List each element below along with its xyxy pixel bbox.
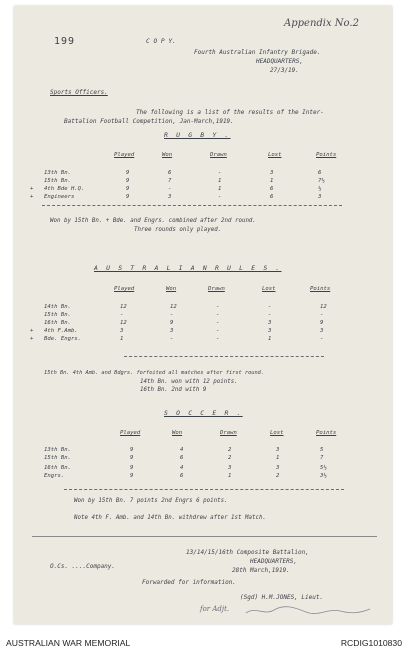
lost-value: 3 bbox=[268, 320, 272, 326]
document-page bbox=[14, 6, 392, 624]
aussie-col-won: Won bbox=[166, 286, 177, 292]
drawn-value: - bbox=[216, 304, 220, 310]
played-value: 9 bbox=[126, 194, 130, 200]
played-value: 12 bbox=[120, 304, 127, 310]
played-value: 9 bbox=[130, 455, 134, 461]
won-value: - bbox=[170, 312, 174, 318]
forward-date: 28th March,1919. bbox=[232, 567, 290, 574]
drawn-value: - bbox=[216, 312, 220, 318]
aussie-rules-heading: A U S T R A L I A N R U L E S . bbox=[94, 264, 282, 272]
row-mark: + bbox=[30, 328, 34, 334]
won-value: 6 bbox=[180, 455, 184, 461]
intro-line-1: The following is a list of the results of the Inter- bbox=[136, 109, 324, 116]
aussie-col-points: Points bbox=[310, 286, 331, 292]
rugby-col-drawn: Drawn bbox=[210, 152, 227, 158]
drawn-value: 2 bbox=[228, 455, 232, 461]
lost-value: 6 bbox=[270, 186, 274, 192]
soccer-note-1: Won by 15th Bn. 7 points 2nd Engrs 6 points. bbox=[74, 498, 228, 504]
played-value: - bbox=[120, 312, 124, 318]
team-name: 14th Bn. bbox=[44, 304, 71, 310]
rugby-col-won: Won bbox=[162, 152, 173, 158]
header-hq: HEADQUARTERS, bbox=[256, 58, 303, 65]
rugby-col-lost: Lost bbox=[268, 152, 282, 158]
won-value: 4 bbox=[180, 465, 184, 471]
forward-unit: 13/14/15/16th Composite Battalion, bbox=[186, 549, 309, 556]
lost-value: 3 bbox=[270, 170, 274, 176]
team-name: 13th Bn. bbox=[44, 170, 71, 176]
points-value: 3 bbox=[320, 328, 324, 334]
lost-value: 6 bbox=[270, 194, 274, 200]
played-value: 9 bbox=[130, 465, 134, 471]
soccer-col-won: Won bbox=[172, 430, 183, 436]
soccer-note-2: Note 4th F. Amb. and 14th Bn. withdrew after 1st Match. bbox=[74, 515, 266, 521]
credit-bar bbox=[0, 634, 408, 654]
appendix-annotation: Appendix No.2 bbox=[284, 18, 359, 29]
aussie-note-1: 15th Bn. 4th Amb. and Bdgrs. forfeited all matches after first round. bbox=[44, 370, 265, 376]
team-name: 15th Bn. bbox=[44, 455, 71, 461]
rugby-col-points: Points bbox=[316, 152, 337, 158]
points-value: - bbox=[320, 336, 324, 342]
lost-value: 3 bbox=[268, 328, 272, 334]
drawn-value: 1 bbox=[228, 473, 232, 479]
soccer-heading: S O C C E R . bbox=[164, 409, 243, 417]
row-mark: + bbox=[30, 186, 34, 192]
won-value: 9 bbox=[170, 320, 174, 326]
drawn-value: - bbox=[218, 170, 222, 176]
rugby-heading: R U G B Y . bbox=[164, 131, 231, 139]
points-value: - bbox=[320, 312, 324, 318]
points-value: 3½ bbox=[320, 473, 327, 479]
team-name: 16th Bn. bbox=[44, 320, 71, 326]
copy-heading: C O P Y. bbox=[146, 38, 176, 45]
rugby-note-2: Three rounds only played. bbox=[134, 227, 222, 233]
team-name: 4th F.Amb. bbox=[44, 328, 78, 334]
addressee: O.Cs. ....Company. bbox=[50, 563, 116, 570]
lost-value: 1 bbox=[276, 455, 280, 461]
team-name: Engineers bbox=[44, 194, 75, 200]
handwritten-signature-scribble bbox=[244, 604, 374, 618]
points-value: 6 bbox=[318, 170, 322, 176]
points-value: 7½ bbox=[318, 178, 325, 184]
points-value: 5 bbox=[320, 447, 324, 453]
archive-credit: AUSTRALIAN WAR MEMORIAL bbox=[6, 638, 131, 648]
lost-value: - bbox=[268, 304, 272, 310]
lost-value: 3 bbox=[276, 447, 280, 453]
divider-line bbox=[124, 356, 324, 357]
played-value: 9 bbox=[126, 170, 130, 176]
lost-value: 2 bbox=[276, 473, 280, 479]
aussie-col-lost: Lost bbox=[262, 286, 276, 292]
played-value: 9 bbox=[130, 447, 134, 453]
folio-number: 199 bbox=[54, 36, 76, 47]
team-name: Engrs. bbox=[44, 473, 65, 479]
drawn-value: - bbox=[216, 336, 220, 342]
soccer-col-played: Played bbox=[120, 430, 141, 436]
header-unit: Fourth Australian Infantry Brigade. bbox=[194, 49, 321, 56]
drawn-value: 1 bbox=[218, 178, 222, 184]
forwarded-line: Forwarded for information. bbox=[142, 579, 236, 586]
points-value: 9 bbox=[320, 320, 324, 326]
aussie-note-3: 16th Bn. 2nd with 9 bbox=[140, 387, 207, 393]
header-date: 27/3/19. bbox=[270, 67, 299, 74]
team-name: 4th Bde H.Q. bbox=[44, 186, 85, 192]
lost-value: 1 bbox=[268, 336, 272, 342]
points-value: 3 bbox=[318, 194, 322, 200]
won-value: 7 bbox=[168, 178, 172, 184]
lost-value: - bbox=[268, 312, 272, 318]
won-value: 6 bbox=[168, 170, 172, 176]
aussie-note-2: 14th Bn. won with 12 points. bbox=[140, 379, 238, 385]
soccer-col-drawn: Drawn bbox=[220, 430, 237, 436]
points-value: 12 bbox=[320, 304, 327, 310]
team-name: 15th Bn. bbox=[44, 178, 71, 184]
team-name: 16th Bn. bbox=[44, 465, 71, 471]
for-adjutant-signature: for Adjt. bbox=[200, 605, 230, 613]
forward-hq: HEADQUARTERS, bbox=[250, 558, 297, 565]
row-mark: + bbox=[30, 194, 34, 200]
won-value: - bbox=[168, 186, 172, 192]
drawn-value: - bbox=[216, 320, 220, 326]
played-value: 12 bbox=[120, 320, 127, 326]
played-value: 9 bbox=[126, 178, 130, 184]
lost-value: 1 bbox=[270, 178, 274, 184]
rugby-note-1: Won by 15th Bn. + Bde. and Engrs. combined after 2nd round. bbox=[50, 218, 256, 224]
aussie-col-played: Played bbox=[114, 286, 135, 292]
played-value: 9 bbox=[126, 186, 130, 192]
soccer-col-lost: Lost bbox=[270, 430, 284, 436]
row-mark: + bbox=[30, 336, 34, 342]
points-value: 7 bbox=[320, 455, 324, 461]
won-value: 12 bbox=[170, 304, 177, 310]
points-value: ½ bbox=[318, 186, 322, 192]
drawn-value: 1 bbox=[218, 186, 222, 192]
team-name: 15th Bn. bbox=[44, 312, 71, 318]
divider-line bbox=[42, 205, 342, 206]
rugby-col-played: Played bbox=[114, 152, 135, 158]
won-value: 3 bbox=[168, 194, 172, 200]
points-value: 5½ bbox=[320, 465, 327, 471]
item-id: RCDIG1010830 bbox=[340, 638, 402, 648]
drawn-value: 3 bbox=[228, 465, 232, 471]
drawn-value: - bbox=[218, 194, 222, 200]
played-value: 9 bbox=[130, 473, 134, 479]
lost-value: 3 bbox=[276, 465, 280, 471]
team-name: 13th Bn. bbox=[44, 447, 71, 453]
won-value: - bbox=[170, 336, 174, 342]
drawn-value: 2 bbox=[228, 447, 232, 453]
won-value: 6 bbox=[180, 473, 184, 479]
aussie-col-drawn: Drawn bbox=[208, 286, 225, 292]
intro-line-2: Battalion Football Competition, Jan-March,1919. bbox=[64, 118, 234, 125]
divider-line bbox=[32, 536, 377, 537]
signature-line: (Sgd) H.M.JONES, Lieut. bbox=[240, 594, 324, 601]
drawn-value: - bbox=[216, 328, 220, 334]
soccer-col-points: Points bbox=[316, 430, 337, 436]
won-value: 4 bbox=[180, 447, 184, 453]
played-value: 1 bbox=[120, 336, 124, 342]
divider-line bbox=[64, 489, 344, 490]
doc-title: Sports Officers. bbox=[50, 89, 108, 96]
won-value: 3 bbox=[170, 328, 174, 334]
team-name: Bde. Engrs. bbox=[44, 336, 82, 342]
played-value: 3 bbox=[120, 328, 124, 334]
